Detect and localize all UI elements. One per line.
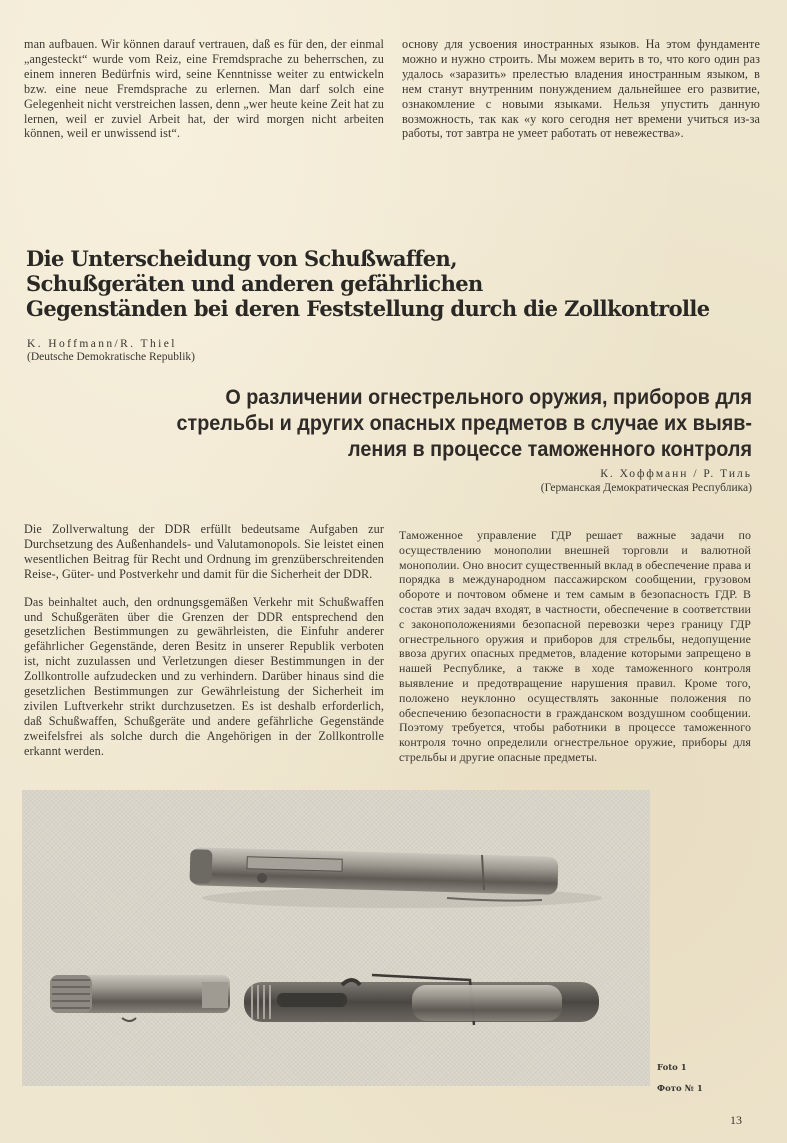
title-line: Schußgeräten und anderen gefährlichen [26, 271, 483, 296]
country-german: (Deutsche Demokratische Republik) [27, 351, 195, 363]
paragraph: Die Zollverwaltung der DDR erfüllt bedeutsame Aufgaben zur Durchsetzung des Außenhandels- und Valutamonopols. Sie leistet einen wesentlichen Beitrag für Recht und Ordnung im grenzüberschreitenden Reise-, Güter- und Postverkehr und damit für die Sicherheit der DDR. [24, 522, 384, 581]
title-line: Die Unterscheidung von Schußwaffen, [26, 246, 457, 271]
article-title-german [26, 246, 726, 321]
authors-german: K. Hoffmann/R. Thiel [27, 338, 177, 350]
article-body-russian [399, 528, 751, 778]
title-line: Gegenständen bei deren Feststellung durch die Zollkontrolle [26, 296, 710, 321]
country-russian: (Германская Демократическая Республика) [540, 482, 752, 494]
continuation-russian [402, 37, 760, 154]
pen-gun-trigger-part [244, 975, 599, 1025]
photo-caption-german: Foto 1 [657, 1063, 687, 1073]
authors-russian: К. Хоффманн / Р. Тиль [600, 468, 752, 480]
pen-gun-assembled [190, 847, 602, 908]
pen-gun-barrel-part [50, 975, 230, 1021]
page-number: 13 [730, 1113, 742, 1127]
title-line: стрельбы и других опасных предметов в случае их выяв- [176, 411, 752, 435]
photo-pen-guns [22, 790, 650, 1086]
photo-caption-russian: Фото № 1 [657, 1084, 703, 1094]
title-line: О различении огнестрельного оружия, приборов для [225, 385, 753, 409]
pen-gun-illustration [22, 790, 650, 1086]
paragraph: Таможенное управление ГДР решает важные задачи по осуществлению монополии внешней торговли и валютной монополии. Оно вносит существенный вклад в обеспечение права и порядка в международном пассажирском сообщении, грузовом обороте и почтовом обмене и тем самым в безопасность ГДР. В состав этих задач входят, в частности, обеспечение в соответствии с законоположениями безопасной перевозки через границу ГДР огнестрельного оружия и приборов для стрельбы, недопущение ввоза других опасных предметов, владение которыми запрещено в нашей Республике, а также в ходе таможенного контроля выявление и предотвращение нарушения правил. Кроме того, положено неуклонно осуществлять законные положения по обеспечению безопасности в гражданском воздушном сообщении. Поэтому требуется, чтобы работники в процессе таможенного контроля точно определили огнестрельное оружие, приборы для стрельбы и другие опасные предметы. [399, 528, 751, 764]
paragraph: Das beinhaltet auch, den ordnungsgemäßen Verkehr mit Schußwaffen und Schußgeräten über die Grenzen der DDR entsprechend den gesetzlichen Bestimmungen zu gewährleisten, die Einfuhr anderer gefährlicher Gegenstände, deren Besitz in unserer Republik verboten ist, nicht zuzulassen und Verletzungen dieser Bestimmungen in der Zollkontrolle aufzudecken und zu verhindern. Darüber hinaus sind die gesetzlichen Bestimmungen zur Gewährleistung der Sicherheit im zivilen Luftverkehr strikt durchzusetzen. Es ist deshalb erforderlich, daß Schußwaffen, Schußgeräte und andere gefährliche Gegenstände zweifelsfrei als solche durch die Angehörigen in der Zollkontrolle erkannt werden. [24, 594, 384, 758]
article-title-russian [90, 384, 752, 462]
continuation-german-text: man aufbauen. Wir können darauf vertrauen, daß es für den, der einmal „angesteckt“ wurde vom Reiz, eine Fremdsprache zu beherrschen, zu einem inneren Bedürfnis wird, seine Kenntnisse weiter zu entwickeln bzw. eine neue Fremdsprache zu erlernen. Man darf solch eine Gelegenheit nicht verstreichen lassen, denn „wer heute keine Zeit hat zu lernen, weil er zuviel Arbeit hat, der wird morgen nicht arbeiten können, weil er unwissend ist“. [24, 37, 384, 141]
continuation-german [24, 37, 384, 154]
title-line: ления в процессе таможенного контроля [348, 437, 752, 461]
article-body-german [24, 522, 384, 772]
continuation-russian-text: основу для усвоения иностранных языков. На этом фундаменте можно и нужно строить. Мы можем верить в то, что кого один раз удалось «заразить» прелестью владения иностранным языком, в нем станут внутренним понуждением дальнейшее его развитие, ознакомление с новыми языками. Нельзя упустить данную возможность, так как «у кого сегодня нет времени учиться из-за работы, тот завтра не умеет работать от невежества». [402, 37, 760, 141]
